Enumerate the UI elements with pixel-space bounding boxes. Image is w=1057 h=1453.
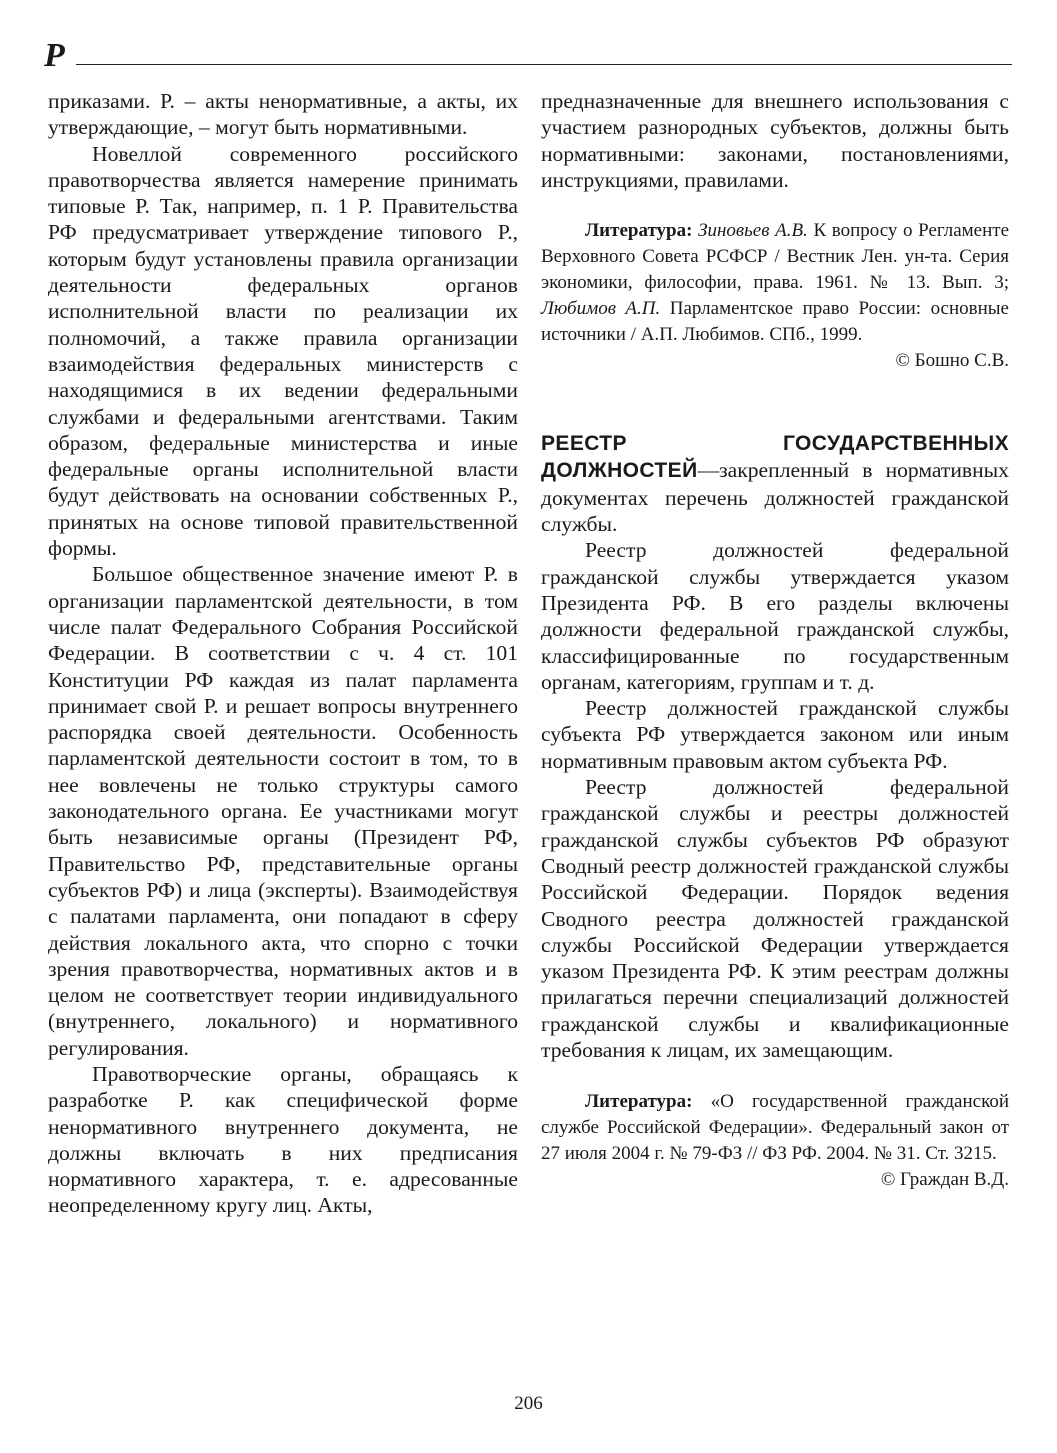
entry-definition: —закрепленный в нормативных документах перечень должностей гражданской службы. <box>541 458 1009 537</box>
dictionary-entry <box>541 430 1009 537</box>
paragraph: Новеллой современного российского правотворчества является намерение принимать типовые Р. Так, например, п. 1 Р. Правительства РФ предусматривает утверждение типового Р., которым будут установлены правила организации деятельности федеральных органов исполнительной власти по реализации их полномочий, а также правила организации взаимодействия федеральных министерств с находящимися в их ведении федеральными службами и федеральными агентствами. Таким образом, федеральные министерства и иные федеральные органы исполнительной власти будут действовать на основании собственных Р., принятых на основе типовой правительственной формы. <box>48 141 518 561</box>
paragraph: Реестр должностей федеральной гражданской службы утверждается указом Президента РФ. В его разделы включены должности федеральной гражданской службы, классифицированные по государственным органам, категориям, группам и т. д. <box>541 538 1009 694</box>
paragraph: Большое общественное значение имеют Р. в организации парламентской деятельности, в том числе палат Федерального Собрания Российской Федерации. В соответствии с ч. 4 ст. 101 Конституции РФ каждая из палат парламента принимает свой Р. и решает вопросы внутреннего распорядка своей деятельности. Особенность парламентской деятельности состоит в том, то в нее вовлечены не только структуры самого законодательного органа. Ее участниками могут быть независимые органы (Президент РФ, Правительство РФ, представительные органы субъектов РФ) и лица (эксперты). Взаимодействуя с палатами парламента, они попадают в сферу действия локального акта, что спорно с точки зрения правотворчества, нормативных актов и в целом не соответствует теории индивидуального (внутреннего, локального) и нормативного регулирования. <box>48 562 518 1060</box>
literature-block <box>541 218 1009 348</box>
literature-reference: «О государственной гражданской службе Российской Федерации». Федеральный закон от 27 июля 2004 г. № 79-ФЗ // ФЗ РФ. 2004. № 31. Ст. 3215. <box>541 1091 1010 1165</box>
paragraph: Правотворческие органы, обращаясь к разработке Р. как специфической форме ненормативного внутреннего документа, не должны включать в них предписания нормативного характера, т. е. адресованные неопределенному кругу лиц. Акты, <box>48 1061 518 1218</box>
paragraph: Реестр должностей федеральной гражданской службы и реестры должностей гражданской службы субъектов РФ образуют Сводный реестр должностей гражданской службы Российской Федерации. Порядок ведения Сводного реестра должностей гражданской службы Российской Федерации утверждается указом Президента РФ. К этим реестрам должны прилагаться перечни специализаций должностей гражданской службы и квалификационные требования к лицам, их замещающим. <box>541 775 1009 1063</box>
literature-label: Литература: <box>585 220 693 242</box>
running-header-letter: Р <box>44 37 65 74</box>
entry-title: РЕЕСТР ГОСУДАРСТВЕННЫХ ДОЛЖНОСТЕЙ <box>541 432 1009 483</box>
page-number: 206 <box>514 1393 543 1414</box>
literature-author: Зиновьев А.В. <box>698 220 808 242</box>
paragraph-continuation: предназначенные для внешнего использования с участием разнородных субъектов, должны быть нормативными: законами, постановлениями, инструкциями, правилами. <box>541 89 1009 192</box>
paragraph: Реестр должностей гражданской службы субъекта РФ утверждается законом или иным нормативным правовым актом субъекта РФ. <box>541 696 1009 773</box>
literature-reference: Парламентское право России: основные источники / А.П. Любимов. СПб., 1999. <box>541 298 1009 346</box>
author-signature: © Бошно С.В. <box>895 350 1009 372</box>
literature-block <box>541 1089 1009 1167</box>
author-signature: © Граждан В.Д. <box>880 1169 1009 1191</box>
right-column <box>541 88 1009 1193</box>
header-rule <box>76 64 1012 65</box>
left-column <box>48 88 518 1219</box>
literature-reference: К вопросу о Регламенте Верховного Совета РСФСР / Вестник Лен. ун-та. Серия экономики, философии, права. 1961. № 13. Вып. 3; <box>541 220 1009 294</box>
paragraph-continuation: приказами. Р. – акты ненормативные, а акты, их утверждающие, – могут быть нормативными. <box>48 89 518 140</box>
literature-author: Любимов А.П. <box>541 298 661 320</box>
literature-label: Литература: <box>585 1091 693 1113</box>
